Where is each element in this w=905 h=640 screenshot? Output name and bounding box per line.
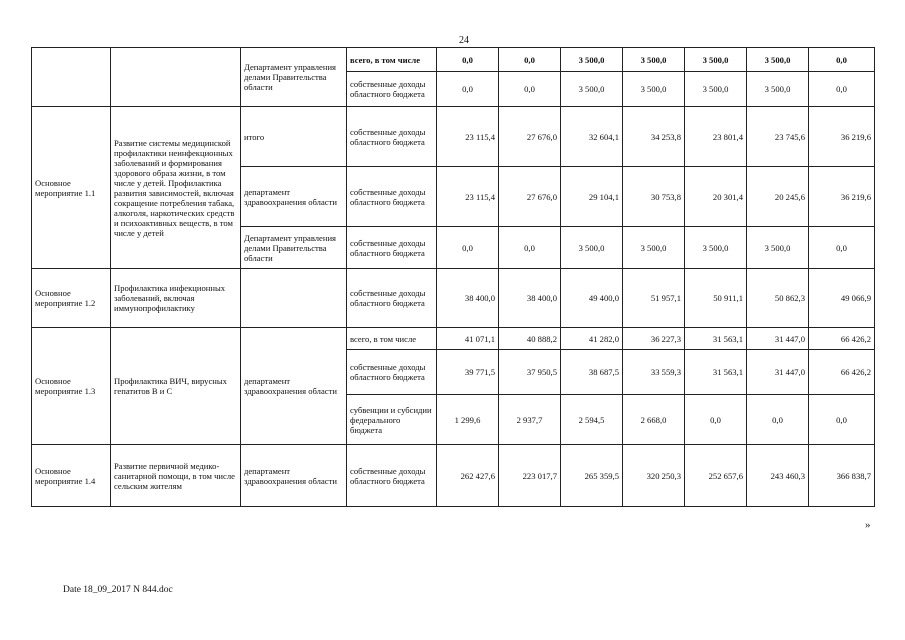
value-cell: 31 563,1	[685, 328, 747, 350]
value-cell: 3 500,0	[623, 227, 685, 269]
value-cell: 2 594,5	[561, 395, 623, 445]
value-cell: 27 676,0	[499, 167, 561, 227]
value-cell: 23 745,6	[747, 107, 809, 167]
value-cell: 41 282,0	[561, 328, 623, 350]
value-cell: 3 500,0	[747, 48, 809, 72]
value-cell: 320 250,3	[623, 445, 685, 507]
value-cell: 0,0	[809, 48, 875, 72]
value-cell: 39 771,5	[437, 350, 499, 395]
value-cell: 265 359,5	[561, 445, 623, 507]
source-cell: субвенции и субсидии федерального бюджета	[347, 395, 437, 445]
value-cell: 32 604,1	[561, 107, 623, 167]
description-cell: Развитие первичной медико-санитарной помощи, в том числе сельским жителям	[111, 445, 241, 507]
value-cell: 36 219,6	[809, 107, 875, 167]
value-cell: 3 500,0	[561, 48, 623, 72]
value-cell: 29 104,1	[561, 167, 623, 227]
value-cell: 223 017,7	[499, 445, 561, 507]
source-cell: собственные доходы областного бюджета	[347, 167, 437, 227]
source-cell: собственные доходы областного бюджета	[347, 72, 437, 107]
value-cell: 3 500,0	[747, 72, 809, 107]
source-cell: всего, в том числе	[347, 48, 437, 72]
value-cell: 23 801,4	[685, 107, 747, 167]
value-cell: 38 400,0	[437, 269, 499, 328]
source-cell: всего, в том числе	[347, 328, 437, 350]
value-cell: 3 500,0	[685, 48, 747, 72]
value-cell: 51 957,1	[623, 269, 685, 328]
value-cell: 2 668,0	[623, 395, 685, 445]
source-cell: собственные доходы областного бюджета	[347, 107, 437, 167]
value-cell: 3 500,0	[685, 72, 747, 107]
value-cell: 66 426,2	[809, 328, 875, 350]
source-cell: собственные доходы областного бюджета	[347, 445, 437, 507]
value-cell: 33 559,3	[623, 350, 685, 395]
value-cell: 66 426,2	[809, 350, 875, 395]
value-cell: 243 460,3	[747, 445, 809, 507]
value-cell: 34 253,8	[623, 107, 685, 167]
value-cell: 0,0	[809, 72, 875, 107]
value-cell: 20 245,6	[747, 167, 809, 227]
executor-cell: итого	[241, 107, 347, 167]
table-row	[32, 48, 875, 72]
value-cell: 262 427,6	[437, 445, 499, 507]
footer-filename: Date 18_09_2017 N 844.doc	[63, 585, 173, 595]
table-row	[32, 328, 875, 350]
closing-quote: »	[865, 519, 871, 531]
value-cell: 31 447,0	[747, 328, 809, 350]
value-cell: 30 753,8	[623, 167, 685, 227]
value-cell: 3 500,0	[623, 72, 685, 107]
value-cell: 0,0	[499, 72, 561, 107]
value-cell: 23 115,4	[437, 167, 499, 227]
description-cell	[111, 48, 241, 107]
executor-cell: департамент здравоохранения области	[241, 167, 347, 227]
page-number: 24	[459, 35, 469, 46]
table-row	[32, 269, 875, 328]
value-cell: 31 447,0	[747, 350, 809, 395]
value-cell: 38 687,5	[561, 350, 623, 395]
value-cell: 49 066,9	[809, 269, 875, 328]
value-cell: 36 227,3	[623, 328, 685, 350]
value-cell: 0,0	[437, 72, 499, 107]
budget-table	[31, 47, 875, 507]
activity-cell	[32, 48, 111, 107]
value-cell: 50 862,3	[747, 269, 809, 328]
value-cell: 49 400,0	[561, 269, 623, 328]
value-cell: 50 911,1	[685, 269, 747, 328]
source-cell: собственные доходы областного бюджета	[347, 350, 437, 395]
value-cell: 40 888,2	[499, 328, 561, 350]
description-cell: Развитие системы медицинской профилактики неинфекционных заболеваний и формирования здорового образа жизни, в том числе у детей. Профилактика развития зависимостей, включая сокращение потребления табака, алкоголя, наркотических средств и психоактивных веществ, в том числе у детей	[111, 107, 241, 269]
description-cell: Профилактика ВИЧ, вирусных гепатитов В и С	[111, 328, 241, 445]
source-cell: собственные доходы областного бюджета	[347, 269, 437, 328]
value-cell: 252 657,6	[685, 445, 747, 507]
value-cell: 3 500,0	[623, 48, 685, 72]
value-cell: 0,0	[747, 395, 809, 445]
value-cell: 0,0	[499, 227, 561, 269]
value-cell: 31 563,1	[685, 350, 747, 395]
value-cell: 0,0	[437, 227, 499, 269]
value-cell: 3 500,0	[747, 227, 809, 269]
table-row	[32, 445, 875, 507]
value-cell: 0,0	[437, 48, 499, 72]
value-cell: 0,0	[685, 395, 747, 445]
value-cell: 366 838,7	[809, 445, 875, 507]
activity-cell: Основное мероприятие 1.3	[32, 328, 111, 445]
executor-cell: Департамент управления делами Правительства области	[241, 227, 347, 269]
value-cell: 0,0	[499, 48, 561, 72]
executor-cell: Департамент управления делами Правительства области	[241, 48, 347, 107]
value-cell: 0,0	[809, 227, 875, 269]
value-cell: 2 937,7	[499, 395, 561, 445]
executor-cell	[241, 269, 347, 328]
source-cell: собственные доходы областного бюджета	[347, 227, 437, 269]
activity-cell: Основное мероприятие 1.4	[32, 445, 111, 507]
value-cell: 3 500,0	[561, 227, 623, 269]
value-cell: 1 299,6	[437, 395, 499, 445]
description-cell: Профилактика инфекционных заболеваний, включая иммунопрофилактику	[111, 269, 241, 328]
value-cell: 20 301,4	[685, 167, 747, 227]
value-cell: 3 500,0	[561, 72, 623, 107]
value-cell: 0,0	[809, 395, 875, 445]
value-cell: 41 071,1	[437, 328, 499, 350]
value-cell: 3 500,0	[685, 227, 747, 269]
value-cell: 23 115,4	[437, 107, 499, 167]
value-cell: 38 400,0	[499, 269, 561, 328]
value-cell: 27 676,0	[499, 107, 561, 167]
activity-cell: Основное мероприятие 1.1	[32, 107, 111, 269]
table-row	[32, 107, 875, 167]
executor-cell: департамент здравоохранения области	[241, 445, 347, 507]
value-cell: 36 219,6	[809, 167, 875, 227]
value-cell: 37 950,5	[499, 350, 561, 395]
activity-cell: Основное мероприятие 1.2	[32, 269, 111, 328]
executor-cell: департамент здравоохранения области	[241, 328, 347, 445]
